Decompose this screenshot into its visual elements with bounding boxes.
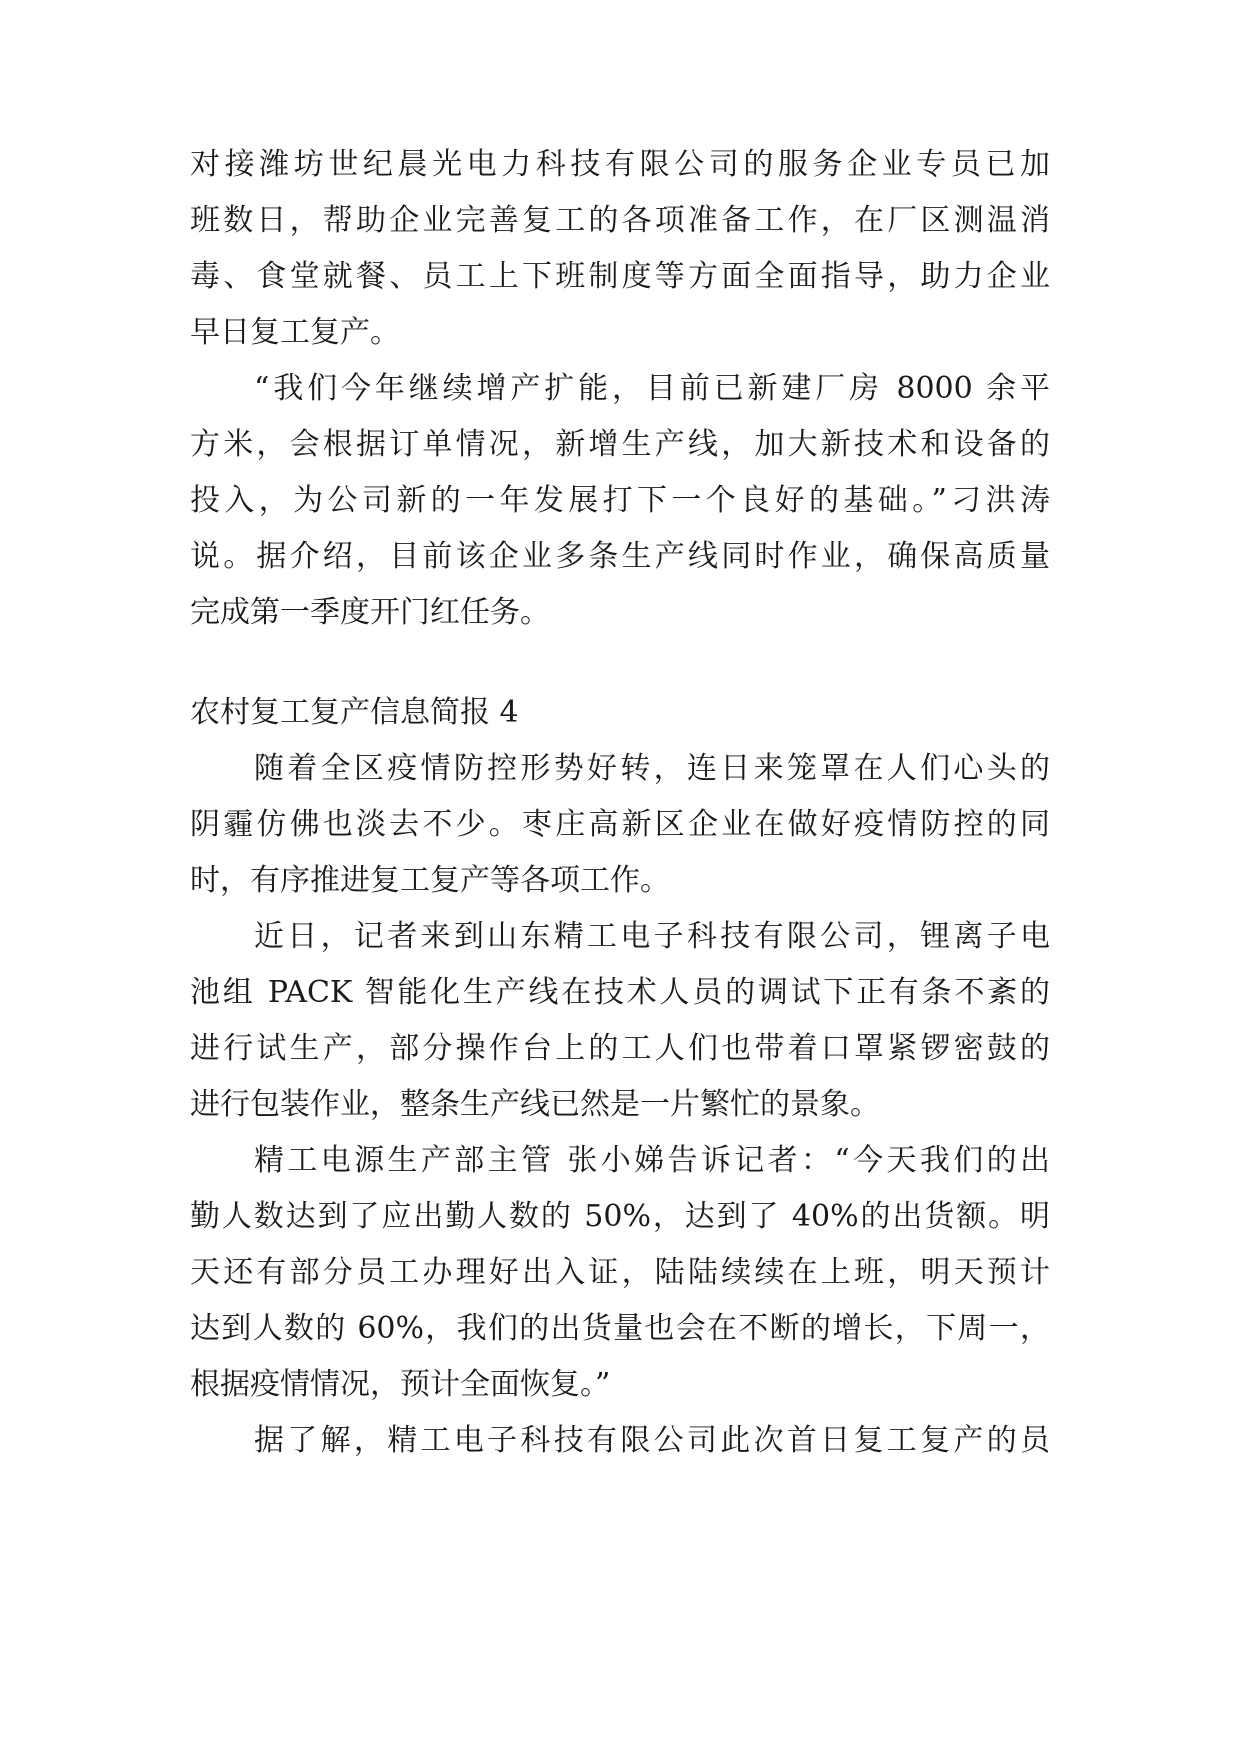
text-line: 据了解，精工电子科技有限公司此次首日复工复产的员	[254, 1423, 1050, 1458]
text-line: 方米，会根据订单情况，新增生产线，加大新技术和设备的	[190, 427, 1050, 462]
text-line: “我们今年继续增产扩能，目前已新建厂房 8000 余平	[254, 371, 1050, 406]
text-line: 完成第一季度开门红任务。	[190, 595, 550, 630]
text-line: 达到人数的 60%，我们的出货量也会在不断的增长，下周一，	[190, 1311, 1050, 1346]
text-line: 随着全区疫情防控形势好转，连日来笼罩在人们心头的	[254, 751, 1050, 786]
text-line: 近日，记者来到山东精工电子科技有限公司，锂离子电	[254, 919, 1050, 954]
text-line: 说。据介绍，目前该企业多条生产线同时作业，确保高质量	[190, 539, 1050, 574]
text-line: 天还有部分员工办理好出入证，陆陆续续在上班，明天预计	[190, 1255, 1050, 1290]
text-line: 进行试生产，部分操作台上的工人们也带着口罩紧锣密鼓的	[190, 1031, 1050, 1066]
text-line: 勤人数达到了应出勤人数的 50%，达到了 40%的出货额。明	[190, 1199, 1050, 1234]
text-line: 投入，为公司新的一年发展打下一个良好的基础。”刁洪涛	[190, 483, 1050, 518]
text-line: 早日复工复产。	[190, 315, 400, 350]
text-line: 毒、食堂就餐、员工上下班制度等方面全面指导，助力企业	[190, 259, 1050, 294]
text-line: 时，有序推进复工复产等各项工作。	[190, 863, 670, 898]
text-line: 对接潍坊世纪晨光电力科技有限公司的服务企业专员已加	[190, 147, 1050, 182]
text-line: 班数日，帮助企业完善复工的各项准备工作，在厂区测温消	[190, 203, 1050, 238]
section-heading: 农村复工复产信息简报 4	[190, 695, 519, 730]
text-line: 进行包装作业，整条生产线已然是一片繁忙的景象。	[190, 1087, 880, 1122]
text-line: 精工电源生产部主管 张小娣告诉记者：“今天我们的出	[254, 1143, 1050, 1178]
text-line: 阴霾仿佛也淡去不少。枣庄高新区企业在做好疫情防控的同	[190, 807, 1050, 842]
text-line: 根据疫情情况，预计全面恢复。”	[190, 1367, 611, 1402]
text-line: 池组 PACK 智能化生产线在技术人员的调试下正有条不紊的	[190, 975, 1050, 1010]
